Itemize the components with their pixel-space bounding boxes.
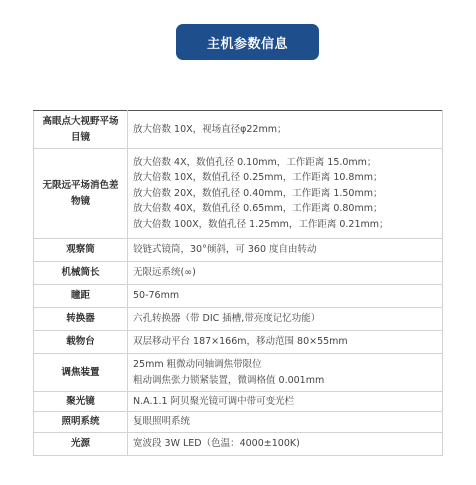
spec-value xyxy=(128,412,443,433)
spec-row xyxy=(34,262,443,285)
spec-value-line: 放大倍数 20X，数值孔径 0.40mm，工作距离 1.50mm； xyxy=(133,187,383,199)
spec-table-body xyxy=(34,111,443,456)
spec-value xyxy=(128,239,443,262)
spec-row xyxy=(34,308,443,331)
spec-value-line: 双层移动平台 187×166m，移动范围 80×55mm xyxy=(133,336,348,348)
spec-value-line: 放大倍数 4X，数值孔径 0.10mm，工作距离 15.0mm； xyxy=(133,157,377,169)
spec-label: 调焦装置 xyxy=(34,354,128,392)
spec-value-line: 粗动调焦张力锁紧装置，微调格值 0.001mm xyxy=(133,374,325,386)
spec-value-line: 无限远系统(∞) xyxy=(133,267,196,279)
spec-label: 机械筒长 xyxy=(34,262,128,285)
spec-label: 光源 xyxy=(34,433,128,456)
spec-label: 照明系统 xyxy=(34,412,128,433)
spec-value-line: 复眼照明系统 xyxy=(133,416,191,428)
spec-row xyxy=(34,285,443,308)
page-title: 主机参数信息 xyxy=(176,24,319,60)
spec-row xyxy=(34,354,443,392)
spec-value-line: 放大倍数 40X，数值孔径 0.65mm，工作距离 0.80mm； xyxy=(133,203,383,215)
spec-value xyxy=(128,262,443,285)
spec-label: 转换器 xyxy=(34,308,128,331)
spec-value xyxy=(128,392,443,412)
spec-value-line: 宽波段 3W LED（色温：4000±100K) xyxy=(133,438,300,450)
spec-table xyxy=(33,110,443,456)
spec-value xyxy=(128,285,443,308)
spec-value-line: 铰链式镜筒，30°倾斜，可 360 度自由转动 xyxy=(133,244,317,256)
spec-row xyxy=(34,331,443,354)
spec-value xyxy=(128,354,443,392)
spec-label: 瞳距 xyxy=(34,285,128,308)
spec-row xyxy=(34,392,443,412)
spec-label: 观察筒 xyxy=(34,239,128,262)
spec-label: 无限远平场消色差物镜 xyxy=(34,149,128,239)
spec-value-line: 50-76mm xyxy=(133,290,180,302)
spec-value xyxy=(128,331,443,354)
spec-row xyxy=(34,111,443,149)
spec-row xyxy=(34,412,443,433)
spec-value-line: 放大倍数 10X，视场直径φ22mm； xyxy=(133,123,287,135)
spec-value-line: 放大倍数 10X，数值孔径 0.25mm，工作距离 10.8mm； xyxy=(133,172,383,184)
spec-value-line: N.A.1.1 阿贝聚光镜可调中带可变光栏 xyxy=(133,395,295,407)
spec-row xyxy=(34,149,443,239)
spec-row xyxy=(34,239,443,262)
spec-row xyxy=(34,433,443,456)
spec-value xyxy=(128,111,443,149)
spec-value-line: 25mm 粗微动同轴调焦带限位 xyxy=(133,359,262,371)
spec-value-line: 放大倍数 100X，数值孔径 1.25mm，工作距离 0.21mm； xyxy=(133,218,389,230)
spec-value-line: 六孔转换器（带 DIC 插槽,带亮度记忆功能） xyxy=(133,313,321,325)
spec-label: 载物台 xyxy=(34,331,128,354)
spec-value xyxy=(128,308,443,331)
spec-value xyxy=(128,149,443,239)
spec-label: 聚光镜 xyxy=(34,392,128,412)
spec-label: 高眼点大视野平场目镜 xyxy=(34,111,128,149)
spec-value xyxy=(128,433,443,456)
